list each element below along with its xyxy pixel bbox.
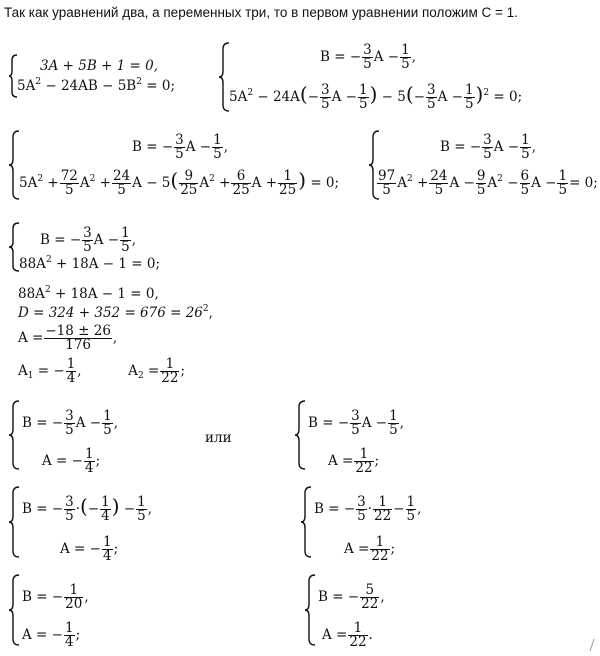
pair1-right-eq1: B = − $\frac{3}{5}$ A − $\frac{1}{5}$ , xyxy=(308,408,404,438)
roots: $A_1$ = − $\frac{1}{4}$ , $A_2$ = $\frac{1}{22}$ ; xyxy=(18,356,186,386)
or-label: или xyxy=(205,430,232,446)
system-brace xyxy=(8,486,20,558)
pair3-right-eq1: B = − $\frac{5}{22}$ , xyxy=(318,582,385,612)
pair1-right-eq2: A = $\frac{1}{22}$ ; xyxy=(328,446,380,476)
system2-eq1: B = − $\frac{3}{5}$ A − $\frac{1}{5}$ , xyxy=(320,42,416,72)
system3-eq2: $5A^2$ + $\frac{72}{5}$ $A^2$ + $\frac{24}{5}$ A − 5( $\frac{9}{25}$ $A^2$ + $\frac{6}{25}$ A + $\frac{1}{25}$ ) = 0; xyxy=(19,168,340,198)
system1-eq1: 3A + 5B + 1 = 0, xyxy=(40,58,158,74)
system4-eq2: $\frac{97}{5}$ $A^2$ + $\frac{24}{5}$ A − $\frac{9}{5}$ $A^2$ − $\frac{6}{5}$ A − $\frac{1}{5}$ = 0; xyxy=(378,168,598,198)
pair3-left-eq2: A = − $\frac{1}{4}$ ; xyxy=(22,620,81,650)
system-brace xyxy=(300,486,312,558)
system-brace xyxy=(8,400,20,470)
system-brace xyxy=(8,574,20,646)
system-brace xyxy=(304,574,316,646)
discriminant: $D = 324 + 352 = 676 = 26^2$, xyxy=(18,304,213,321)
pair1-left-eq1: B = − $\frac{3}{5}$ A − $\frac{1}{5}$ , xyxy=(22,408,118,438)
pair3-right-eq2: A = $\frac{1}{22}$ . xyxy=(322,620,373,650)
pair2-left-eq2: A = − $\frac{1}{4}$ ; xyxy=(60,534,119,564)
pair1-left-eq2: A = − $\frac{1}{4}$ ; xyxy=(42,446,101,476)
corner-mark xyxy=(588,638,596,652)
pair2-right-eq2: A = $\frac{1}{22}$ ; xyxy=(344,534,396,564)
system4-eq1: B = − $\frac{3}{5}$ A − $\frac{1}{5}$ , xyxy=(440,132,536,162)
system2-eq2: $5A^2 - 24A(-$ $\frac{3}{5}$ A − $\frac{1}{5}$ ) − 5(− $\frac{3}{5}$ A − $\frac{1}{5}$ )$^2$ = 0; xyxy=(229,82,523,112)
pair3-left-eq1: B = − $\frac{1}{20}$ , xyxy=(22,582,89,612)
system3-eq1: B = − $\frac{3}{5}$ A − $\frac{1}{5}$ , xyxy=(132,132,228,162)
root-formula: A = $\frac{-18 \pm 26}{176}$ , xyxy=(18,323,118,353)
system1-eq2: $5A^2 - 24AB - 5B^2 = 0$; xyxy=(17,77,176,94)
system-brace xyxy=(294,400,306,470)
pair2-right-eq1: B = − $\frac{3}{5}$ · $\frac{1}{22}$ − $\frac{1}{5}$ , xyxy=(314,494,422,524)
pair2-left-eq1: B = − $\frac{3}{5}$ ·(− $\frac{1}{4}$ ) − $\frac{1}{5}$ , xyxy=(22,494,153,524)
system5-eq1: B = − $\frac{3}{5}$ A − $\frac{1}{5}$ , xyxy=(40,225,136,255)
system5-eq2: $88A^2 + 18A - 1 = 0$; xyxy=(19,255,161,272)
intro-text: Так как уравнений два, а переменных три, то в первом уравнении положим С = 1. xyxy=(4,5,518,20)
quadratic-eq: $88A^2 + 18A - 1 = 0$, xyxy=(18,285,159,302)
